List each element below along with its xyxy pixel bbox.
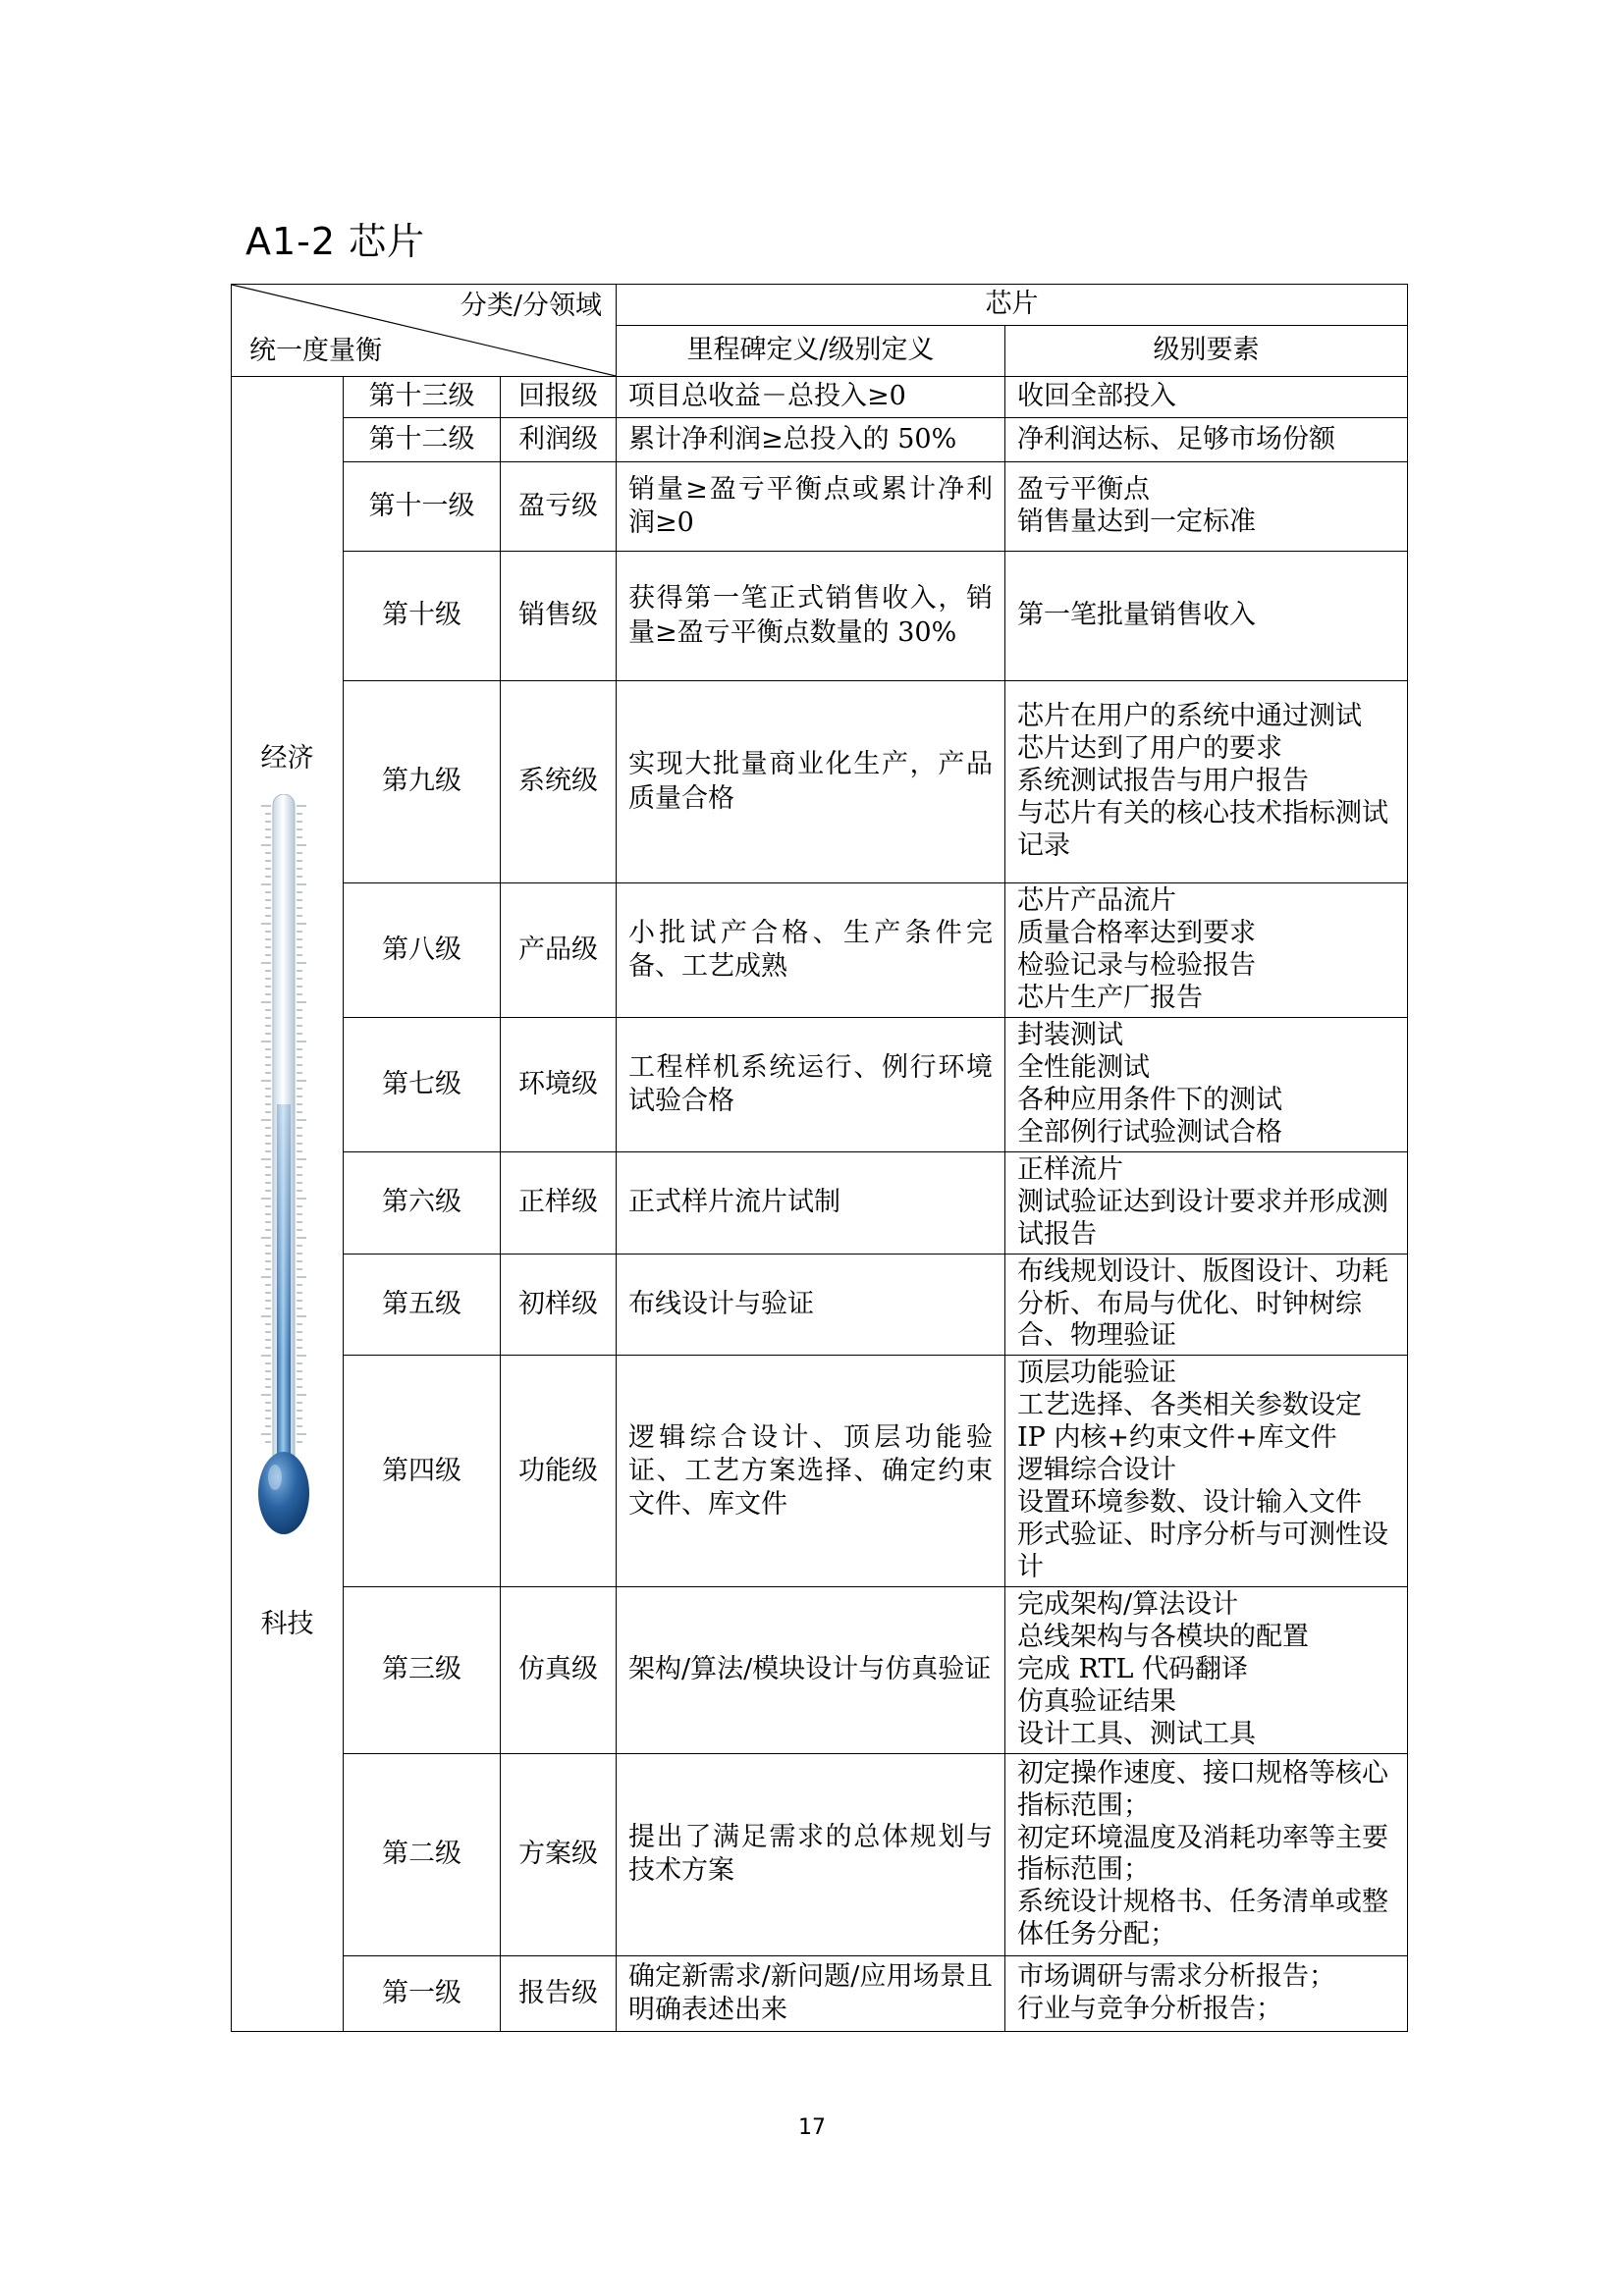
table-row (232, 552, 1408, 681)
level-name: 报告级 (501, 1955, 617, 2031)
page-number: 17 (798, 2115, 826, 2140)
level-definition: 项目总收益－总投入≥0 (617, 377, 1005, 418)
level-name: 仿真级 (501, 1586, 617, 1753)
requirement-line: 测试验证达到设计要求并形成测试报告 (1017, 1186, 1389, 1250)
level-requirements (1005, 418, 1408, 462)
level-name: 产品级 (501, 883, 617, 1018)
table-row (232, 1586, 1408, 1753)
level-name: 销售级 (501, 552, 617, 681)
level-requirements (1005, 1955, 1408, 2031)
requirement-line: 逻辑综合设计 (1017, 1455, 1177, 1486)
requirement-line: 质量合格率达到要求 (1017, 917, 1257, 948)
requirement-line: 封装测试 (1017, 1019, 1124, 1050)
requirement-line: 芯片生产厂报告 (1017, 982, 1204, 1013)
requirement-line: 全部例行试验测试合格 (1017, 1116, 1283, 1148)
level-requirements (1005, 552, 1408, 681)
header-requirements: 级别要素 (1005, 326, 1408, 377)
level-number: 第四级 (344, 1356, 501, 1587)
requirement-line: 芯片在用户的系统中通过测试 (1017, 701, 1363, 732)
level-number: 第三级 (344, 1586, 501, 1753)
level-number: 第十一级 (344, 462, 501, 552)
level-number: 第八级 (344, 883, 501, 1018)
level-number: 第六级 (344, 1151, 501, 1254)
requirement-line: 系统设计规格书、任务清单或整体任务分配； (1017, 1887, 1389, 1950)
requirement-line: 收回全部投入 (1017, 381, 1177, 412)
requirement-line: 全性能测试 (1017, 1051, 1151, 1083)
requirement-line: 完成 RTL 代码翻译 (1017, 1653, 1248, 1684)
gauge-top-label: 经济 (260, 743, 314, 774)
level-requirements (1005, 1017, 1408, 1151)
requirement-line: 总线架构与各模块的配置 (1017, 1622, 1310, 1653)
requirement-line: 形式验证、时序分析与可测性设计 (1017, 1520, 1389, 1582)
requirement-line: 仿真验证结果 (1017, 1685, 1177, 1717)
level-name: 回报级 (501, 377, 617, 418)
level-definition: 获得第一笔正式销售收入，销量≥盈亏平衡点数量的 30% (617, 552, 1005, 681)
level-name: 盈亏级 (501, 462, 617, 552)
level-definition: 累计净利润≥总投入的 50% (617, 418, 1005, 462)
level-requirements (1005, 462, 1408, 552)
level-requirements (1005, 681, 1408, 883)
level-definition: 提出了满足需求的总体规划与技术方案 (617, 1753, 1005, 1955)
level-number: 第二级 (344, 1753, 501, 1955)
gauge-bottom-label: 科技 (260, 1609, 314, 1639)
level-definition: 正式样片流片试制 (617, 1151, 1005, 1254)
requirement-line: 初定操作速度、接口规格等核心指标范围； (1017, 1757, 1389, 1821)
requirement-line: 芯片产品流片 (1017, 885, 1177, 916)
level-number: 第五级 (344, 1254, 501, 1356)
requirement-line: 设置环境参数、设计输入文件 (1017, 1487, 1363, 1519)
level-definition: 工程样机系统运行、例行环境试验合格 (617, 1017, 1005, 1151)
requirement-line: 各种应用条件下的测试 (1017, 1084, 1283, 1115)
requirement-line: 盈亏平衡点 (1017, 474, 1151, 506)
requirement-line: 行业与竞争分析报告； (1017, 1993, 1283, 2024)
level-number: 第一级 (344, 1955, 501, 2031)
requirement-line: IP 内核+约束文件+库文件 (1017, 1422, 1337, 1454)
level-definition: 销量≥盈亏平衡点或累计净利润≥0 (617, 462, 1005, 552)
level-number: 第九级 (344, 681, 501, 883)
requirement-line: 销售量达到一定标准 (1017, 507, 1257, 537)
thermometer-icon (249, 794, 326, 1540)
header-corner-cell (232, 285, 617, 377)
level-requirements (1005, 1151, 1408, 1254)
chip-level-table (231, 284, 1408, 2032)
requirement-line: 净利润达标、足够市场份额 (1017, 423, 1336, 454)
level-definition: 实现大批量商业化生产，产品质量合格 (617, 681, 1005, 883)
table-row (232, 1017, 1408, 1151)
level-requirements (1005, 377, 1408, 418)
header-domain: 芯片 (617, 285, 1408, 326)
table-row (232, 462, 1408, 552)
requirement-line: 初定环境温度及消耗功率等主要指标范围； (1017, 1822, 1389, 1886)
table-row (232, 1753, 1408, 1955)
header-definition: 里程碑定义/级别定义 (617, 326, 1005, 377)
header-category-label: 分类/分领域 (460, 291, 603, 321)
level-requirements (1005, 883, 1408, 1018)
level-name: 初样级 (501, 1254, 617, 1356)
requirement-line: 完成架构/算法设计 (1017, 1589, 1239, 1621)
level-name: 正样级 (501, 1151, 617, 1254)
table-row (232, 883, 1408, 1018)
header-measure-label: 统一度量衡 (249, 335, 382, 366)
requirement-line: 芯片达到了用户的要求 (1017, 733, 1283, 765)
level-definition: 确定新需求/新问题/应用场景且明确表述出来 (617, 1955, 1005, 2031)
level-name: 环境级 (501, 1017, 617, 1151)
requirement-line: 顶层功能验证 (1017, 1358, 1177, 1389)
level-number: 第十级 (344, 552, 501, 681)
level-requirements (1005, 1586, 1408, 1753)
requirement-line: 系统测试报告与用户报告 (1017, 766, 1310, 797)
requirement-line: 正样流片 (1017, 1153, 1124, 1185)
requirement-line: 工艺选择、各类相关参数设定 (1017, 1390, 1363, 1421)
table-row (232, 1356, 1408, 1587)
table-row (232, 377, 1408, 418)
level-name: 系统级 (501, 681, 617, 883)
requirement-line: 第一笔批量销售收入 (1017, 600, 1257, 631)
level-name: 利润级 (501, 418, 617, 462)
level-number: 第七级 (344, 1017, 501, 1151)
level-requirements (1005, 1356, 1408, 1587)
level-number: 第十二级 (344, 418, 501, 462)
level-requirements (1005, 1753, 1408, 1955)
table-row (232, 1254, 1408, 1356)
requirement-line: 与芯片有关的核心技术指标测试记录 (1017, 797, 1389, 861)
table-row (232, 1151, 1408, 1254)
table-row (232, 1955, 1408, 2031)
thermometer-gauge-cell (232, 377, 344, 2032)
level-definition: 架构/算法/模块设计与仿真验证 (617, 1586, 1005, 1753)
table-row (232, 681, 1408, 883)
level-name: 方案级 (501, 1753, 617, 1955)
level-definition: 逻辑综合设计、顶层功能验证、工艺方案选择、确定约束文件、库文件 (617, 1356, 1005, 1587)
requirement-line: 检验记录与检验报告 (1017, 949, 1257, 981)
level-definition: 小批试产合格、生产条件完备、工艺成熟 (617, 883, 1005, 1018)
level-requirements (1005, 1254, 1408, 1356)
requirement-line: 设计工具、测试工具 (1017, 1718, 1257, 1749)
requirement-line: 布线规划设计、版图设计、功耗分析、布局与优化、时钟树综合、物理验证 (1017, 1255, 1389, 1352)
level-name: 功能级 (501, 1356, 617, 1587)
page-title: A1-2 芯片 (245, 220, 426, 263)
level-number: 第十三级 (344, 377, 501, 418)
table-row (232, 418, 1408, 462)
level-definition: 布线设计与验证 (617, 1254, 1005, 1356)
requirement-line: 市场调研与需求分析报告； (1017, 1961, 1336, 1992)
